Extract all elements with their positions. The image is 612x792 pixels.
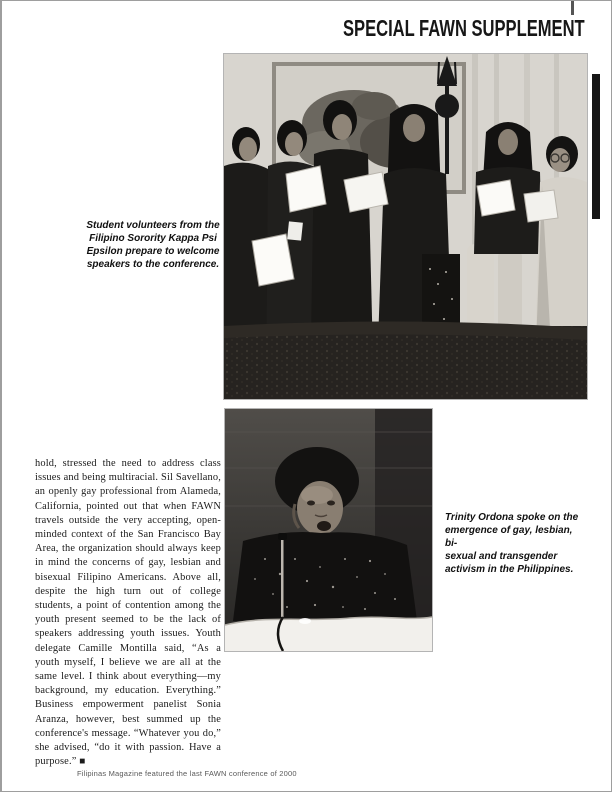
caption-line: emergence of gay, lesbian, bi- xyxy=(445,525,573,549)
caption-line: Epsilon prepare to welcome xyxy=(86,246,220,257)
caption-line: Student volunteers from the xyxy=(86,220,220,231)
speaker-photo-illustration xyxy=(225,409,432,651)
top-photo xyxy=(224,54,587,399)
right-margin-bar xyxy=(592,74,600,219)
caption-line: Filipino Sorority Kappa Psi xyxy=(89,233,217,244)
page-title: SPECIAL FAWN SUPPLEMENT xyxy=(343,15,585,41)
top-photo-caption xyxy=(84,219,222,271)
caption-line: activism in the Philippines. xyxy=(445,564,574,575)
caption-line: speakers to the conference. xyxy=(86,259,220,270)
footer-credit-text: Filipinas Magazine featured the last FAWN conference of 2000 xyxy=(77,769,297,778)
article-paragraph xyxy=(35,457,221,769)
article-end-mark: ■ xyxy=(79,756,86,768)
volunteers-photo-illustration xyxy=(224,54,587,399)
caption-line: sexual and transgender xyxy=(445,551,558,562)
page-footer xyxy=(77,769,297,778)
supplement-masthead xyxy=(249,15,585,42)
caption-line: Trinity Ordona spoke on the xyxy=(445,512,579,523)
print-artifact-mark xyxy=(571,1,574,15)
article-body-text: hold, stressed the need to address class issues and being multiracial. Sil Savellano, an openly gay professional from Alameda, California, pointed out that when FAWN travels outside the very accepting, open-minded context of the San Francisco Bay Area, the organization should always keep in mind the concerns of gay, lesbian and bisexual Filipino Americans. Above all, despite the high turn out of college students, a point of contention among the youth present seemed to be the lack of speakers addressing youth issues. Youth delegate Camille Montilla said, “As a youth myself, I believe we are all at the same level. I think about everything—my background, my education. Everything.” Business empowerment panelist Sonia Aranza, however, best summed up the conference's message. “Whatever you do,” she advised, “do it with passion. Have a purpose.” xyxy=(35,458,221,768)
article-text-column xyxy=(35,457,221,769)
bottom-photo xyxy=(225,409,432,651)
bottom-photo-caption xyxy=(445,511,587,576)
